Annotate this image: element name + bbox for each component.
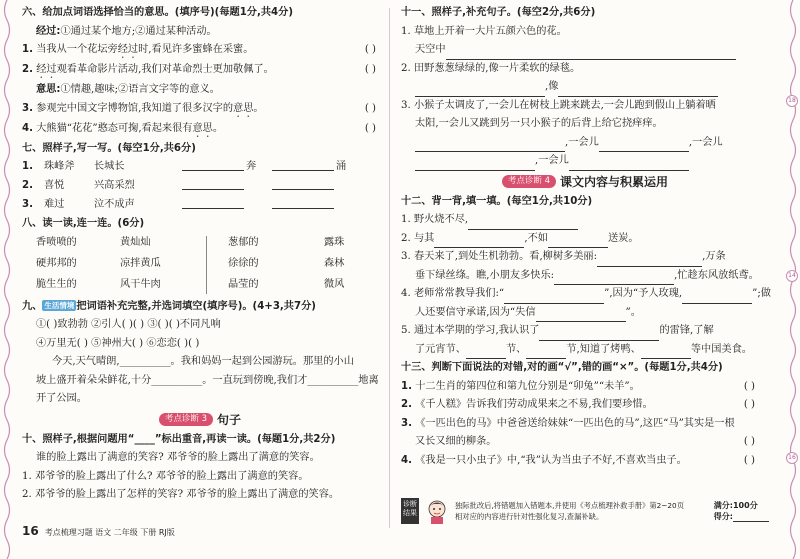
q11-line-7-mid: ,一会儿 <box>565 136 599 148</box>
q12-line-4-c: ”;做 <box>752 288 771 299</box>
q11-line-8-mid: ,一会儿 <box>535 155 569 166</box>
q12-blank-12[interactable] <box>641 346 691 359</box>
q7-row-3-blank-2[interactable] <box>272 196 334 209</box>
q6-item-1-after: 时,看见许多蜜蜂在采蜜。 <box>138 44 254 55</box>
q6-def2-label: 意思: <box>36 84 61 95</box>
page-footer <box>22 524 175 538</box>
q11-blank-3c[interactable] <box>415 158 535 171</box>
q12-line-4-cont <box>401 304 769 323</box>
q12-line-1 <box>401 211 769 230</box>
q12-line-5-a: 5. 通过本学期的学习,我认识了 <box>401 325 540 336</box>
q6-item-4 <box>22 120 378 140</box>
q11-line-2 <box>401 41 769 60</box>
q8-col2-item-3[interactable]: 风干牛肉 <box>120 278 161 290</box>
q13-item-2 <box>401 396 769 415</box>
q6-item-3-text: 参观完中国文字博物馆,我知道了很多汉字的 <box>36 102 234 114</box>
q7-row-3 <box>22 196 378 215</box>
q13-item-1 <box>401 378 769 397</box>
q12-line-5 <box>401 322 769 341</box>
q8-col3-item-1[interactable]: 葱郁的 <box>228 236 259 248</box>
q6-item-1-num: 1. <box>22 44 33 55</box>
q12-line-3 <box>401 248 769 267</box>
diagnosis-label: 诊断结果 <box>401 498 419 524</box>
q13-item-1-num: 1. <box>401 380 412 392</box>
q12-blank-10[interactable] <box>466 346 506 359</box>
q6-item-4-answer[interactable]: ( ) <box>364 122 376 134</box>
q12-line-2-a: 2. 与其 <box>401 232 435 244</box>
q6-item-2-after: 观看革命影片活动,我们对革命烈士更加敬佩了。 <box>56 64 274 75</box>
q9-para-1: 今天,天气晴朗,__________。我和妈妈一起到公园游玩。那里的小山 <box>52 356 354 367</box>
side-tab-16: 16 <box>786 452 798 464</box>
diagnosis-line-2: 相对应的内容进行针对性强化复习,查漏补缺。 <box>455 512 604 521</box>
q6-item-3-dotted: 意思 <box>233 102 254 114</box>
q12-line-5-f: 等中国美食。 <box>690 343 752 355</box>
q7-row-1-blank-2[interactable] <box>272 158 334 171</box>
q7-title: 七、照样子,写一写。(每空1分,共6分) <box>22 142 196 154</box>
q7-row-1-d: 涌 <box>336 161 347 172</box>
q12-line-4-e: ”。 <box>625 306 641 318</box>
q7-row-1 <box>22 158 378 177</box>
q12-line-1-text: 1. 野火烧不尽, <box>401 214 469 225</box>
left-wavy-border <box>0 0 14 559</box>
footer-text: 考点梳理习题 语文 二年级 下册 RJ版 <box>44 528 175 537</box>
q11-blank-3d[interactable] <box>569 158 689 171</box>
q9-line-1[interactable]: ①( )致勃勃 ②引人( )( ) ③( )( )不同凡响 <box>36 319 221 330</box>
q6-item-2-answer[interactable]: ( ) <box>364 64 376 75</box>
q13-item-3-cont <box>401 433 769 452</box>
q6-item-2 <box>22 61 378 81</box>
q11-blank-2a[interactable] <box>415 84 545 97</box>
q7-row-1-num: 1. <box>22 161 33 172</box>
q7-row-1-b: 长城长 <box>94 161 125 172</box>
q6-item-2-num: 2. <box>22 64 33 75</box>
q11-line-2-lead: 天空中 <box>415 44 446 55</box>
column-divider <box>389 8 390 528</box>
q9-para-2: 坡上盛开着朵朵鲜花,十分__________。一直玩到傍晚,我们才__________地离 <box>36 374 379 386</box>
q8-col1-item-3[interactable]: 脆生生的 <box>36 278 77 290</box>
q9-line-2[interactable]: ④万里无( ) ⑤神州大( ) ⑥恋恋( )( ) <box>36 337 200 349</box>
q9-para-3: 开了公园。 <box>36 393 87 404</box>
section-3-badge: 考点诊断 3 <box>159 413 213 426</box>
q8-col4-item-1[interactable]: 露珠 <box>324 236 345 248</box>
q6-title: 六、给加点词语选择恰当的意思。(填序号)(每题1分,共4分) <box>22 7 293 18</box>
q8-col1-item-2[interactable]: 硬邦邦的 <box>36 257 77 269</box>
q12-blank-8[interactable] <box>536 309 626 322</box>
q12-blank-11[interactable] <box>526 346 566 359</box>
q6-def2 <box>22 81 378 100</box>
q6-def2-text: ①情趣,趣味;②语言文字等的意义。 <box>60 84 220 95</box>
side-tab-18: 18 <box>786 95 798 107</box>
q7-row-1-c: 奔 <box>246 161 257 172</box>
section-4-badge: 考点诊断 4 <box>502 175 556 188</box>
q11-line-5: 3. 小猴子太调皮了,一会儿在树枝上跳来跳去,一会儿跑到假山上躺着晒 <box>401 99 716 111</box>
diagnosis-text <box>455 500 684 522</box>
q12-line-3-c: 垂下绿丝绦。瞧,小朋友多快乐: <box>415 269 555 281</box>
q7-row-2-a: 喜悦 <box>44 180 65 191</box>
q6-def1 <box>22 23 378 42</box>
q12-line-2-c: 送炭。 <box>607 232 639 244</box>
q12-line-4-b: ”,因为“予人玫瑰, <box>604 288 683 299</box>
score-box <box>714 500 769 522</box>
q13-item-1-text: 十二生肖的第四位和第九位分别是“卯兔”“未羊”。 <box>415 380 640 392</box>
q12-line-5-b: 的雷锋,了解 <box>659 325 714 336</box>
q13-item-4-num: 4. <box>401 454 412 466</box>
q13-item-3-num: 3. <box>401 417 412 429</box>
q6-def1-text: ①通过某个地方;②通过某种活动。 <box>60 25 217 37</box>
q12-blank-9[interactable] <box>539 328 659 341</box>
q10-q2[interactable]: 2. 邓爷爷的脸上露出了怎样的笑容? 邓爷爷的脸上露出了满意的笑容。 <box>22 489 340 500</box>
section-3-title: 句子 <box>217 412 242 427</box>
q12-line-5-e: 节,知道了烤鸭、 <box>566 343 641 355</box>
q12-line-4-d: 人还要信守承诺,因为“失信 <box>415 306 536 318</box>
q7-row-2-blank-1[interactable] <box>182 177 244 190</box>
q6-item-4-after: 。 <box>212 122 224 134</box>
q6-item-4-num: 4. <box>22 122 33 134</box>
q7-row-2-num: 2. <box>22 180 33 191</box>
q11-blank-3b[interactable] <box>599 139 689 152</box>
q11-blank-1[interactable] <box>446 47 736 60</box>
q9-title-row <box>22 298 378 317</box>
q13-item-4 <box>401 452 769 471</box>
q12-line-5-d: 节、 <box>505 343 527 355</box>
left-column <box>22 4 378 505</box>
q12-blank-4[interactable] <box>597 254 702 267</box>
q11-line-3: 2. 田野葱葱绿绿的,像一片柔软的绿毯。 <box>401 62 581 74</box>
q13-title: 十三、判断下面说法的对错,对的画“√”,错的画“×”。(每题1分,共4分) <box>401 362 723 373</box>
q8-divider <box>206 236 207 294</box>
q12-line-5-c: 了元宵节、 <box>415 343 466 355</box>
q13-item-2-num: 2. <box>401 399 412 410</box>
q6-item-2-dotted: 经过 <box>36 64 57 75</box>
q10-title: 十、照样子,根据问题用“____”标出重音,再读一读。(每题1分,共2分) <box>22 433 336 445</box>
q11-blank-2b[interactable] <box>558 84 718 97</box>
q6-item-3-num: 3. <box>22 102 33 114</box>
got-score-row <box>714 511 769 522</box>
q6-item-3-answer[interactable]: ( ) <box>364 102 376 114</box>
q13-item-3-answer[interactable]: ( ) <box>743 436 755 447</box>
q8-col2-item-2[interactable]: 凉拌黄瓜 <box>120 257 161 269</box>
q7-row-3-a: 难过 <box>44 199 65 210</box>
q7-row-2 <box>22 177 378 196</box>
q12-line-2-b: ,不如 <box>524 232 548 244</box>
q12-title: 十二、背一背,填一填。(每空1分,共10分) <box>401 195 593 207</box>
q8-col2-item-1[interactable]: 黄灿灿 <box>120 236 151 248</box>
diagnosis-bar <box>401 496 769 526</box>
q6-item-3-after: 。 <box>253 102 264 114</box>
full-score-label: 满分:100分 <box>713 501 758 510</box>
q11-line-1: 1. 草地上开着一大片五颜六色的花。 <box>401 25 567 37</box>
q10-example: 谁的脸上露出了满意的笑容? 邓爷爷的脸上露出了满意的笑容。 <box>36 452 320 463</box>
q6-item-1 <box>22 41 378 61</box>
q12-blank-1[interactable] <box>468 217 578 230</box>
q10-q1[interactable]: 1. 邓爷爷的脸上露出了什么? 邓爷爷的脸上露出了满意的笑容。 <box>22 470 309 482</box>
q8-title: 八、读一读,连一连。(6分) <box>22 218 145 229</box>
q13-item-3-cont-text: 又长又细的柳条。 <box>415 436 497 447</box>
q11-line-7 <box>401 134 769 153</box>
q7-row-3-num: 3. <box>22 199 33 210</box>
section-4-title: 课文内容与积累运用 <box>560 174 669 189</box>
section-4-header <box>401 171 769 193</box>
q13-item-1-answer[interactable]: ( ) <box>743 380 755 392</box>
q8-col4-item-2[interactable]: 森林 <box>324 257 345 269</box>
q6-item-4-text: 大熊猫“花花”憨态可掬,看起来很有 <box>36 122 193 134</box>
q12-blank-6[interactable] <box>504 291 604 304</box>
q6-item-3 <box>22 100 378 120</box>
q12-line-3-d: ,忙趁东风放纸鸢。 <box>674 269 759 281</box>
q8-col1-item-1[interactable]: 香喷喷的 <box>36 236 77 248</box>
q7-row-3-b: 泣不成声 <box>94 199 135 210</box>
q11-line-7-end: ,一会儿 <box>688 136 723 148</box>
right-column <box>401 4 769 470</box>
cartoon-student-icon <box>425 498 449 524</box>
q13-item-2-answer[interactable]: ( ) <box>743 399 755 410</box>
q11-line-4-mid: ,像 <box>545 81 559 92</box>
section-3-header <box>22 409 378 431</box>
diagnosis-line-1: 独际批改后,将错题加入错题本,并使用《考点梳理补救手册》第2~20页 <box>455 501 684 510</box>
q11-blank-3a[interactable] <box>415 139 565 152</box>
q11-title: 十一、照样子,补充句子。(每空2分,共6分) <box>401 7 596 18</box>
q12-blank-5[interactable] <box>554 272 674 285</box>
q7-row-3-blank-1[interactable] <box>182 196 244 209</box>
q12-line-3-a: 3. 春天来了,到处生机勃勃。看,柳树多美丽: <box>401 251 598 262</box>
q7-row-2-blank-2[interactable] <box>272 177 334 190</box>
q9-context-tag: 生活情境 <box>44 301 75 310</box>
q11-line-4 <box>401 78 769 97</box>
q12-blank-2[interactable] <box>434 235 524 248</box>
q8-col4-item-3[interactable]: 微风 <box>324 278 345 290</box>
q13-item-2-text: 《千人糕》告诉我们劳动成果来之不易,我们要珍惜。 <box>415 399 653 410</box>
got-score-blank[interactable] <box>733 512 769 522</box>
q9-prefix: 九、 <box>22 300 43 312</box>
q12-line-4-a: 4. 老师常常教导我们:“ <box>401 288 505 299</box>
q6-item-4-dotted: 意思 <box>192 122 213 134</box>
page-number: 16 <box>22 524 39 538</box>
q7-row-2-b: 兴高采烈 <box>94 180 135 191</box>
got-score-label: 得分: <box>713 512 733 521</box>
q13-item-4-answer[interactable]: ( ) <box>743 454 755 466</box>
q11-line-6: 太阳,一会儿又跳到另一只小猴子的后背上给它挠痒痒。 <box>415 118 663 129</box>
q7-row-1-blank-1[interactable] <box>182 158 244 171</box>
q12-line-5-cont <box>401 341 769 360</box>
q12-blank-3[interactable] <box>548 235 608 248</box>
q6-item-1-dotted: 经过 <box>117 44 139 55</box>
q12-line-3-cont <box>401 267 769 286</box>
q6-item-1-answer[interactable]: ( ) <box>364 44 376 55</box>
q6-item-1-text: 当我从一个花坛旁 <box>36 44 118 55</box>
q8-matching-grid <box>22 234 378 298</box>
q12-blank-7[interactable] <box>682 291 752 304</box>
q11-line-8 <box>401 152 769 171</box>
q8-col3-item-3[interactable]: 晶莹的 <box>228 278 259 290</box>
side-tab-14: 14 <box>786 270 798 282</box>
q13-item-3 <box>401 415 769 434</box>
q12-line-3-b: ,万条 <box>702 251 726 262</box>
q8-col3-item-2[interactable]: 徐徐的 <box>228 257 259 269</box>
q12-line-2 <box>401 230 769 249</box>
q12-line-4 <box>401 285 769 304</box>
q6-def1-label: 经过: <box>36 25 61 37</box>
q9-title: 把词语补充完整,并选词填空(填序号)。(4+3,共7分) <box>76 300 316 312</box>
q13-item-3-text: 《一匹出色的马》中爸爸送给妹妹“一匹出色的马”,这匹“马”其实是一根 <box>415 417 735 429</box>
q7-row-1-a: 珠峰斧 <box>44 161 75 172</box>
q13-item-4-text: 《我是一只小虫子》中,“我”认为当虫子不好,不喜欢当虫子。 <box>415 454 687 466</box>
